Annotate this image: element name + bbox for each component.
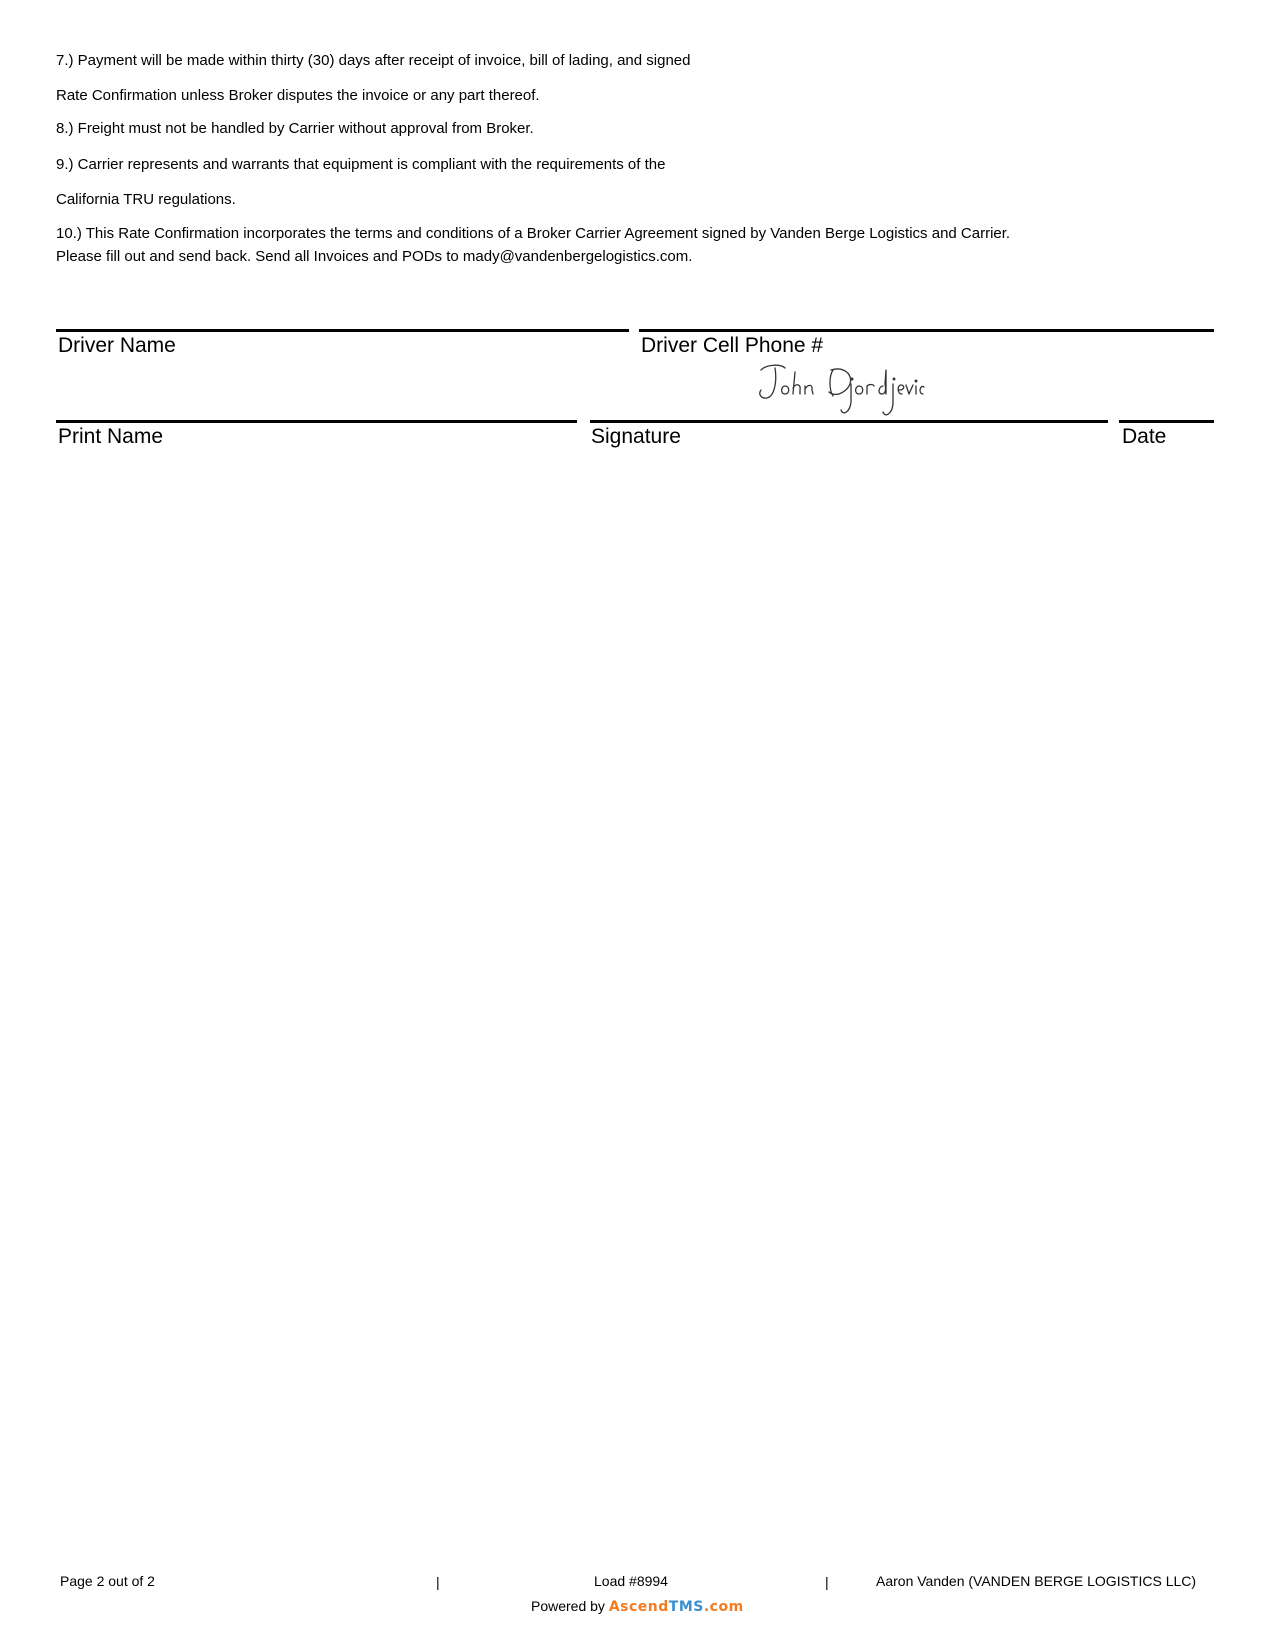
- ascendtms-logo[interactable]: [609, 1599, 744, 1615]
- date-label: Date: [1122, 425, 1167, 448]
- driver-name-line: [56, 329, 629, 332]
- footer-user: Aaron Vanden (VANDEN BERGE LOGISTICS LLC): [876, 1573, 1197, 1589]
- driver-name-label: Driver Name: [58, 334, 176, 357]
- powered-by-text: Powered by: [531, 1598, 605, 1614]
- page-number: Page 2 out of 2: [60, 1573, 155, 1589]
- footer-separator-1: |: [436, 1574, 440, 1590]
- handwritten-signature: [755, 362, 925, 428]
- term-7-line-2: Rate Confirmation unless Broker disputes the invoice or any part thereof.: [56, 87, 540, 104]
- driver-cell-label: Driver Cell Phone #: [641, 334, 824, 357]
- brand-tms: TMS: [668, 1599, 704, 1615]
- term-7-line-1: 7.) Payment will be made within thirty (30) days after receipt of invoice, bill of lading, and signed: [56, 52, 691, 69]
- print-name-line: [56, 420, 577, 423]
- footer-separator-2: |: [825, 1574, 829, 1590]
- date-line: [1119, 420, 1214, 423]
- term-8: 8.) Freight must not be handled by Carrier without approval from Broker.: [56, 120, 534, 137]
- brand-com: .com: [703, 1599, 744, 1615]
- term-10-line-1: 10.) This Rate Confirmation incorporates the terms and conditions of a Broker Carrier Agreement signed by Vanden Berge Logistics and Carrier.: [56, 225, 1011, 242]
- signature-label: Signature: [591, 425, 681, 448]
- powered-by: [531, 1598, 744, 1615]
- term-9-line-2: California TRU regulations.: [56, 191, 236, 208]
- signature-line: [590, 420, 1108, 423]
- print-name-label: Print Name: [58, 425, 164, 448]
- load-number: Load #8994: [594, 1573, 668, 1589]
- brand-ascend: Ascend: [608, 1599, 669, 1615]
- driver-cell-line: [639, 329, 1214, 332]
- term-10-line-2: Please fill out and send back. Send all Invoices and PODs to mady@vandenbergelogistics.com.: [56, 248, 693, 265]
- term-9-line-1: 9.) Carrier represents and warrants that equipment is compliant with the requirements of the: [56, 156, 666, 173]
